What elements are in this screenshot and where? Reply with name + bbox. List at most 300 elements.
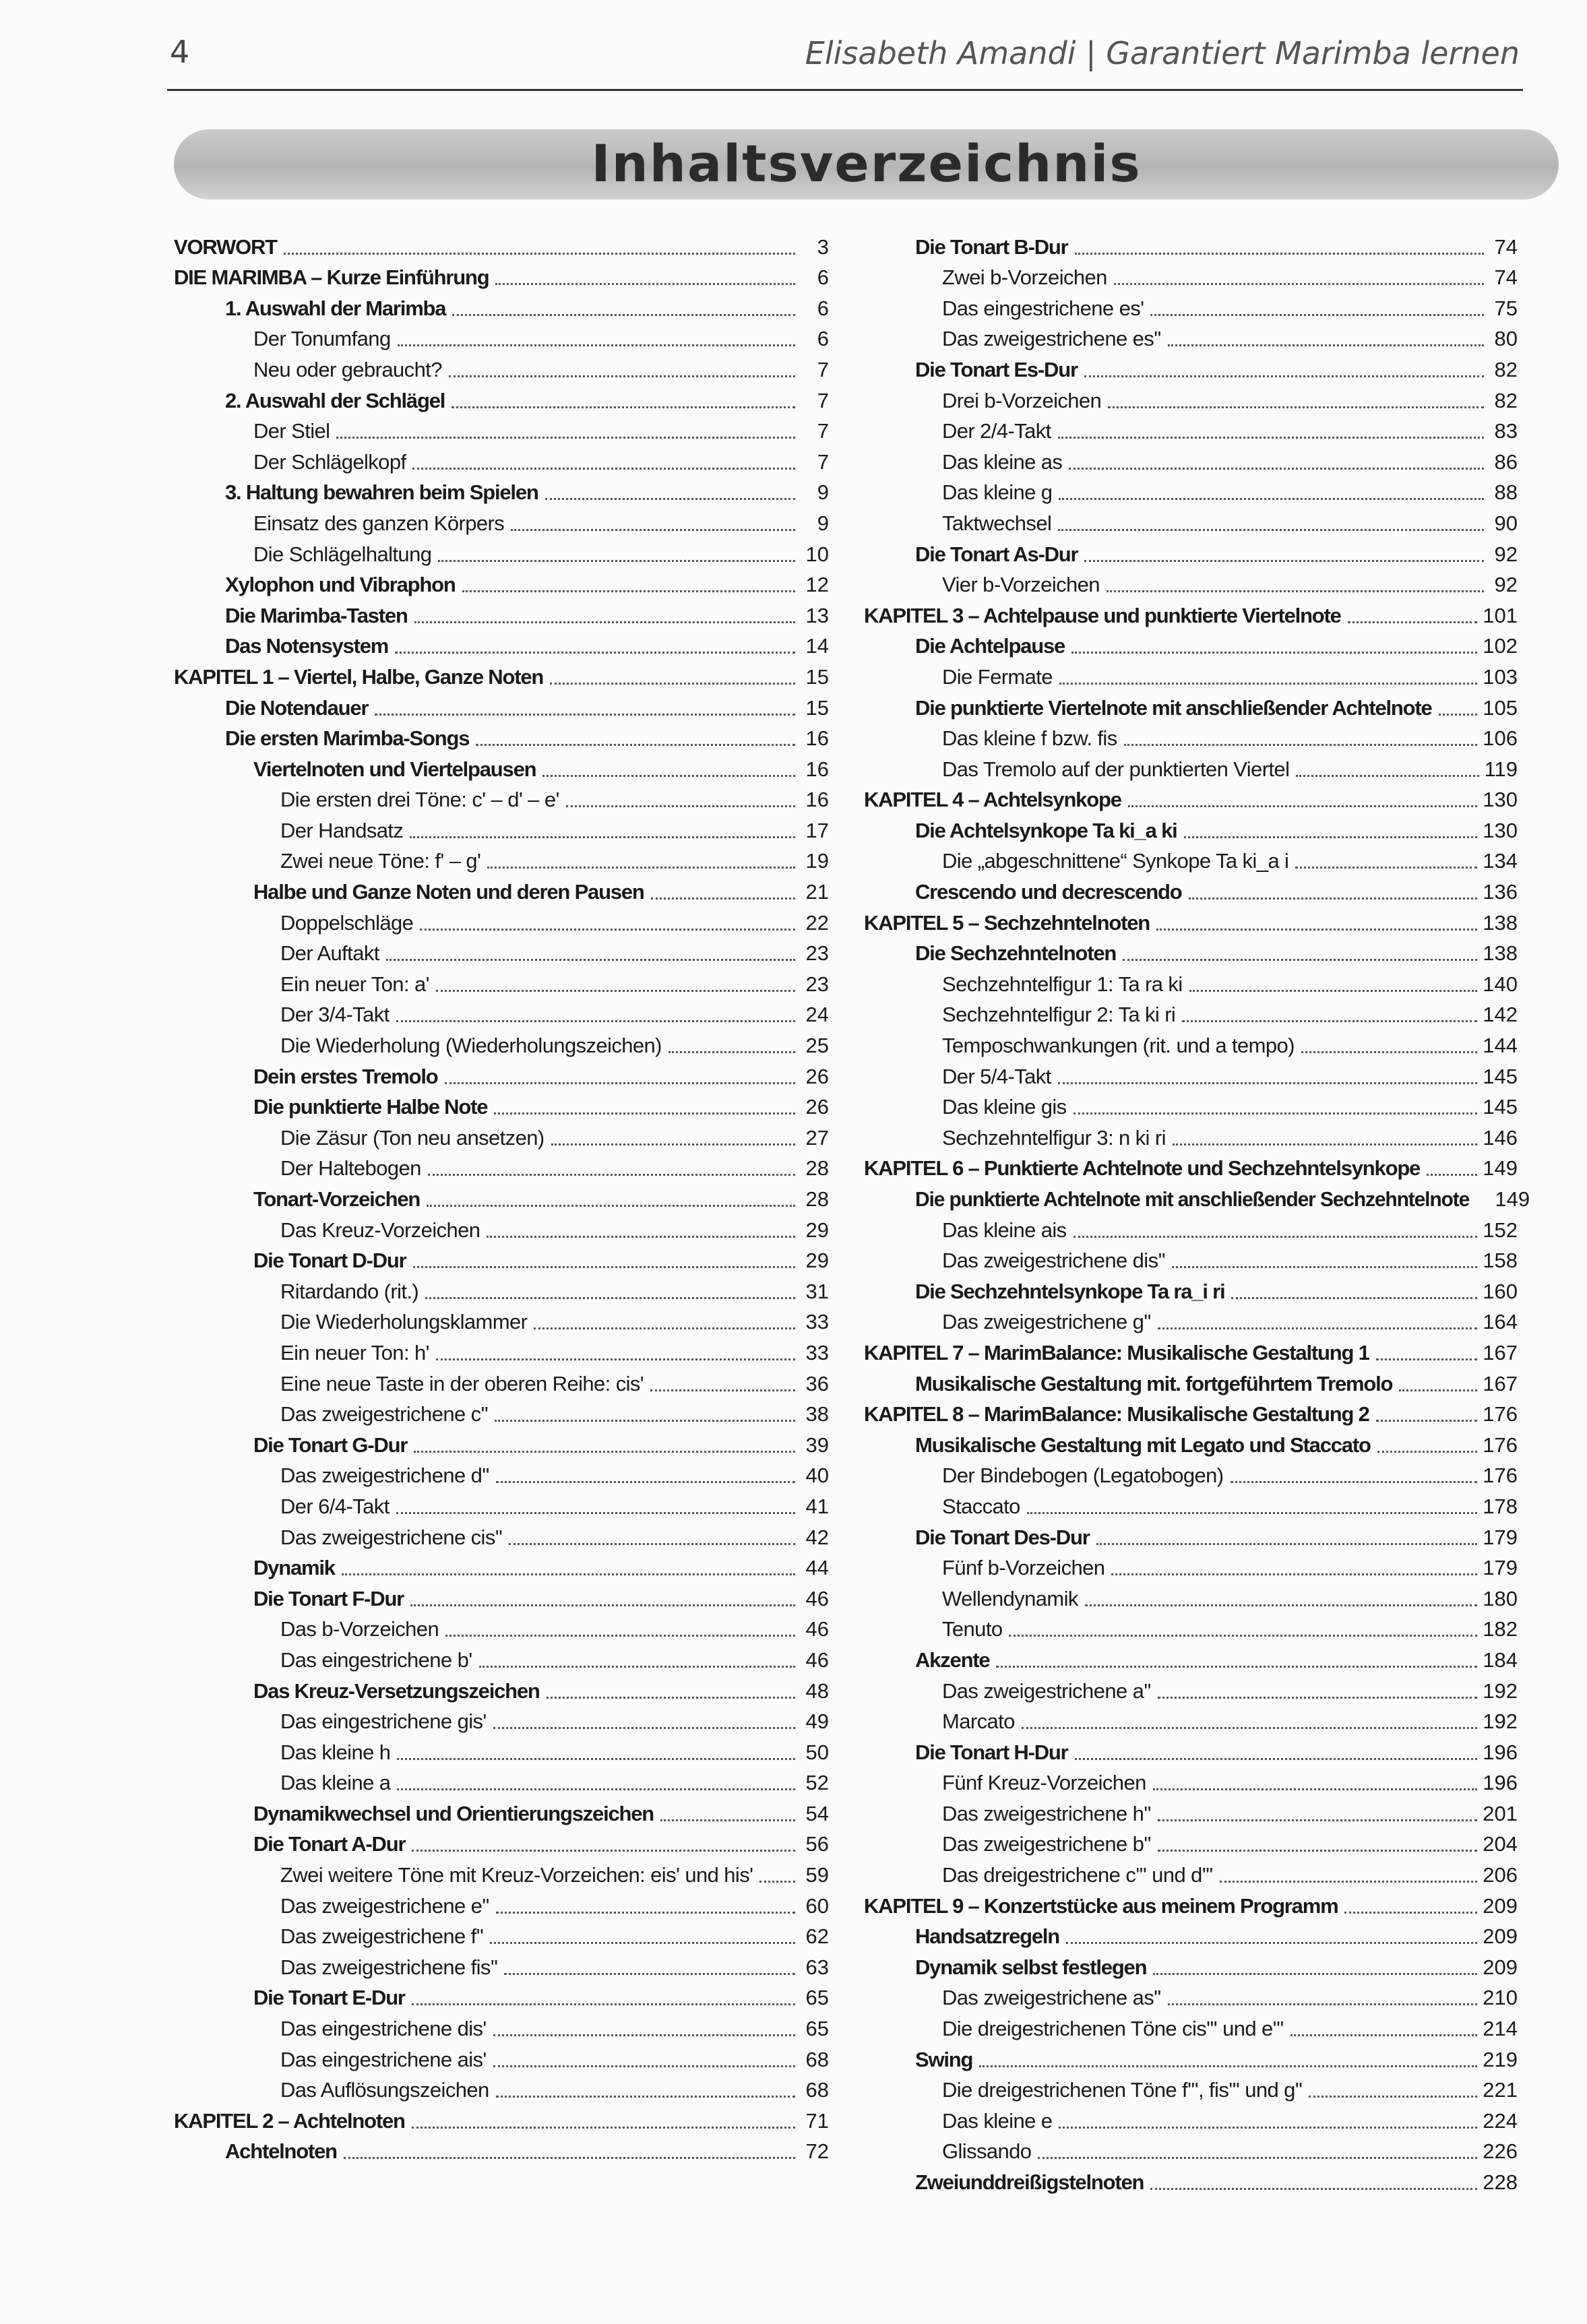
toc-right-column — [864, 229, 1530, 2195]
toc-entry — [174, 2073, 829, 2104]
toc-entry-title: Die Tonart G-Dur — [253, 1433, 408, 1457]
toc-entry — [174, 260, 829, 291]
toc-entry-page: 7 — [817, 388, 829, 412]
dot-leader — [545, 498, 795, 500]
dot-leader — [438, 560, 795, 562]
toc-entry — [864, 414, 1518, 445]
toc-entry — [864, 2134, 1518, 2165]
dot-leader — [487, 1236, 795, 1238]
dot-leader — [1150, 2188, 1477, 2190]
toc-entry-title: Sechzehntelfigur 3: n ki ri — [942, 1125, 1166, 1150]
dot-leader — [1058, 529, 1484, 531]
running-head: Elisabeth Amandi | Garantiert Marimba lernen — [805, 35, 1520, 71]
dot-leader — [493, 1727, 795, 1729]
toc-entry-page: 31 — [805, 1279, 829, 1303]
toc-entry — [174, 1274, 829, 1305]
toc-entry-title: Das eingestrichene b' — [280, 1647, 472, 1672]
toc-entry — [174, 475, 829, 506]
toc-entry-page: 182 — [1483, 1617, 1518, 1641]
dot-leader — [1022, 1727, 1477, 1729]
toc-entry — [864, 1212, 1518, 1243]
toc-entry — [864, 782, 1518, 813]
dot-leader — [476, 744, 795, 746]
dot-leader — [996, 1666, 1477, 1668]
toc-entry — [864, 1581, 1518, 1612]
toc-entry-title: 1. Auswahl der Marimba — [225, 296, 446, 320]
toc-entry-title: Das zweigestrichene e'' — [280, 1893, 489, 1918]
toc-entry-title: VORWORT — [174, 234, 277, 259]
toc-entry-page: 167 — [1483, 1340, 1518, 1364]
toc-entry — [174, 536, 829, 567]
toc-entry-page: 63 — [805, 1955, 829, 1979]
toc-entry — [864, 751, 1518, 782]
toc-entry-title: Doppelschläge — [280, 910, 414, 935]
toc-entry-page: 29 — [805, 1249, 829, 1273]
toc-entry-page: 7 — [817, 449, 829, 474]
toc-entry — [864, 598, 1518, 629]
toc-entry-title: DIE MARIMBA – Kurze Einführung — [174, 265, 489, 290]
toc-entry-page: 65 — [805, 1986, 829, 2010]
toc-entry-title: Dynamik — [253, 1556, 335, 1580]
dot-leader — [427, 1205, 795, 1207]
toc-entry — [174, 1120, 829, 1151]
dot-leader — [410, 1604, 795, 1606]
toc-entry-page: 17 — [805, 818, 829, 842]
toc-entry — [174, 905, 829, 936]
toc-entry-page: 6 — [817, 265, 829, 290]
toc-entry-page: 184 — [1483, 1647, 1518, 1672]
toc-entry-title: Die Wiederholung (Wiederholungszeichen) — [280, 1034, 662, 1058]
dot-leader — [495, 1420, 795, 1422]
toc-entry — [864, 444, 1518, 475]
dot-leader — [1085, 1604, 1477, 1606]
toc-entry — [174, 1488, 829, 1519]
toc-entry-page: 146 — [1483, 1125, 1518, 1150]
toc-entry — [864, 1827, 1518, 1858]
toc-entry-title: Ein neuer Ton: a' — [280, 972, 429, 996]
toc-entry-title: Die Tonart Des-Dur — [915, 1525, 1090, 1549]
toc-entry-page: 219 — [1483, 2047, 1518, 2071]
toc-entry — [864, 1704, 1518, 1735]
dot-leader — [651, 898, 795, 900]
toc-entry-page: 25 — [805, 1034, 829, 1058]
toc-entry-page: 68 — [805, 2047, 829, 2071]
toc-entry-page: 13 — [805, 603, 829, 627]
toc-entry — [864, 1427, 1518, 1458]
toc-entry-title: Zwei b-Vorzeichen — [942, 265, 1107, 290]
dot-leader — [1128, 805, 1478, 807]
toc-entry-title: 2. Auswahl der Schlägel — [225, 388, 445, 412]
toc-entry — [174, 1181, 829, 1212]
toc-entry-page: 158 — [1483, 1249, 1518, 1273]
toc-entry-title: Der Haltebogen — [280, 1156, 421, 1181]
toc-entry-page: 65 — [805, 2017, 829, 2041]
page-title: Inhaltsverzeichnis — [591, 133, 1142, 193]
toc-entry-page: 134 — [1483, 849, 1518, 873]
toc-entry-page: 15 — [805, 664, 829, 689]
toc-entry-page: 72 — [805, 2139, 829, 2164]
toc-entry-page: 74 — [1494, 234, 1518, 259]
toc-entry-page: 49 — [805, 1709, 829, 1734]
toc-entry — [864, 1305, 1518, 1336]
toc-entry-page: 167 — [1483, 1371, 1518, 1395]
toc-entry-page: 224 — [1483, 2108, 1518, 2133]
toc-left-column — [174, 229, 829, 2164]
toc-entry-page: 74 — [1494, 265, 1518, 290]
toc-entry-title: Das eingestrichene gis' — [280, 1709, 487, 1734]
dot-leader — [1150, 314, 1484, 316]
header-rule — [167, 89, 1523, 91]
dot-leader — [660, 1819, 795, 1821]
dot-leader — [344, 2157, 795, 2159]
toc-entry — [864, 1151, 1518, 1182]
dot-leader — [396, 1020, 795, 1022]
toc-entry — [864, 1857, 1518, 1888]
toc-entry — [864, 1888, 1518, 1919]
toc-entry-page: 10 — [805, 542, 829, 566]
toc-entry-title: Das dreigestrichene c''' und d''' — [942, 1863, 1213, 1887]
dot-leader — [397, 1758, 795, 1760]
toc-entry-title: Das eingestrichene dis' — [280, 2017, 487, 2041]
dot-leader — [1173, 1143, 1477, 1145]
toc-entry — [864, 505, 1518, 536]
toc-entry-title: Temposchwankungen (rit. und a tempo) — [942, 1034, 1295, 1058]
dot-leader — [445, 1082, 795, 1084]
toc-entry-title: Die Tonart B-Dur — [915, 234, 1068, 259]
toc-entry-page: 221 — [1483, 2078, 1518, 2102]
toc-entry-title: Marcato — [942, 1709, 1015, 1734]
toc-entry — [174, 598, 829, 629]
dot-leader — [1158, 1697, 1477, 1699]
toc-entry-title: Die Sechzehntelsynkope Ta ra_i ri — [915, 1279, 1225, 1303]
toc-entry-page: 142 — [1483, 1003, 1518, 1027]
toc-entry — [174, 721, 829, 752]
toc-entry-title: KAPITEL 7 – MarimBalance: Musikalische Gestaltung 1 — [864, 1340, 1369, 1364]
title-bar — [174, 129, 1559, 199]
toc-entry — [174, 1581, 829, 1612]
toc-entry-page: 15 — [805, 695, 829, 720]
toc-entry-title: Das eingestrichene es' — [942, 296, 1144, 320]
toc-entry-page: 130 — [1483, 818, 1518, 842]
toc-entry-page: 33 — [805, 1340, 829, 1364]
dot-leader — [452, 314, 795, 316]
dot-leader — [1376, 1420, 1478, 1422]
toc-entry-title: Fünf Kreuz-Vorzeichen — [942, 1771, 1146, 1795]
toc-entry — [864, 629, 1518, 660]
toc-entry-page: 101 — [1483, 603, 1518, 627]
toc-entry-page: 80 — [1494, 327, 1518, 351]
dot-leader — [410, 836, 795, 838]
toc-entry-title: Die Tonart F-Dur — [253, 1586, 404, 1610]
toc-entry — [864, 1488, 1518, 1519]
dot-leader — [412, 2127, 795, 2129]
dot-leader — [1301, 1051, 1477, 1053]
dot-leader — [420, 929, 795, 931]
toc-entry — [174, 383, 829, 414]
toc-entry-title: Das zweigestrichene es'' — [942, 327, 1161, 351]
dot-leader — [1156, 929, 1477, 931]
toc-entry-page: 164 — [1483, 1310, 1518, 1334]
toc-entry — [864, 690, 1518, 721]
dot-leader — [436, 990, 795, 992]
dot-leader — [479, 1666, 795, 1668]
dot-leader — [509, 1543, 795, 1545]
dot-leader — [414, 621, 795, 623]
dot-leader — [1295, 867, 1477, 869]
toc-entry — [174, 352, 829, 383]
toc-entry-title: Handsatzregeln — [915, 1924, 1060, 1949]
toc-entry-title: Das zweigestrichene dis'' — [942, 1249, 1166, 1273]
dot-leader — [1084, 375, 1484, 377]
toc-entry-page: 14 — [805, 634, 829, 658]
toc-entry-title: Der 3/4-Takt — [280, 1003, 390, 1027]
toc-entry-title: Achtelnoten — [225, 2139, 337, 2164]
toc-entry-page: 180 — [1483, 1586, 1518, 1610]
toc-entry-page: 160 — [1483, 1279, 1518, 1303]
toc-entry — [864, 1397, 1518, 1428]
toc-entry-page: 179 — [1483, 1556, 1518, 1580]
toc-entry — [174, 1827, 829, 1858]
toc-entry — [174, 997, 829, 1028]
toc-entry-title: Das zweigestrichene a'' — [942, 1678, 1151, 1703]
toc-entry — [174, 1642, 829, 1673]
toc-entry — [864, 1550, 1518, 1581]
toc-entry-title: Das zweigestrichene b'' — [942, 1832, 1151, 1856]
toc-entry-page: 28 — [805, 1187, 829, 1211]
toc-entry-title: Sechzehntelfigur 1: Ta ra ki — [942, 972, 1183, 996]
toc-entry — [864, 1980, 1518, 2011]
dot-leader — [1066, 1942, 1477, 1944]
toc-entry-title: Die Tonart As-Dur — [915, 542, 1078, 566]
toc-entry — [174, 936, 829, 967]
toc-entry — [864, 2042, 1518, 2073]
toc-entry-page: 106 — [1483, 726, 1518, 751]
toc-entry-title: Swing — [915, 2047, 973, 2071]
dot-leader — [496, 1481, 795, 1483]
dot-leader — [425, 1297, 795, 1299]
toc-entry-title: Die Tonart H-Dur — [915, 1740, 1068, 1764]
toc-entry-page: 44 — [805, 1556, 829, 1580]
toc-entry-page: 40 — [805, 1464, 829, 1488]
toc-entry-page: 196 — [1483, 1740, 1518, 1764]
toc-entry — [174, 1059, 829, 1090]
toc-entry — [864, 229, 1518, 260]
dot-leader — [1069, 468, 1484, 470]
toc-entry-title: Das eingestrichene ais' — [280, 2047, 487, 2071]
toc-entry — [864, 1366, 1518, 1397]
dot-leader — [490, 1942, 795, 1944]
toc-entry — [864, 1796, 1518, 1827]
toc-entry — [864, 1919, 1518, 1950]
dot-leader — [1073, 1236, 1478, 1238]
toc-entry-page: 204 — [1483, 1832, 1518, 1856]
toc-entry — [864, 1335, 1518, 1366]
toc-entry-page: 38 — [805, 1402, 829, 1426]
toc-entry-title: Die dreigestrichenen Töne f''', fis''' und g'' — [942, 2078, 1303, 2102]
toc-entry-title: Das Kreuz-Versetzungszeichen — [253, 1678, 540, 1703]
toc-entry-page: 16 — [805, 726, 829, 751]
toc-entry-title: Die Fermate — [942, 664, 1053, 689]
dot-leader — [1058, 1082, 1478, 1084]
toc-entry-page: 24 — [805, 1003, 829, 1027]
toc-entry — [174, 966, 829, 997]
toc-entry-title: Der Stiel — [253, 419, 330, 443]
toc-entry-page: 26 — [805, 1095, 829, 1119]
toc-entry — [174, 1734, 829, 1765]
toc-entry-page: 75 — [1494, 296, 1518, 320]
dot-leader — [547, 1697, 795, 1699]
dot-leader — [1309, 2096, 1477, 2098]
toc-entry-page: 144 — [1483, 1034, 1518, 1058]
dot-leader — [494, 1112, 795, 1114]
toc-entry — [864, 2011, 1518, 2042]
toc-entry-page: 82 — [1494, 388, 1518, 412]
toc-entry-page: 92 — [1494, 542, 1518, 566]
toc-entry-title: Das zweigestrichene as'' — [942, 1986, 1161, 2010]
toc-entry — [174, 1028, 829, 1059]
toc-entry-page: 27 — [805, 1125, 829, 1150]
toc-entry-title: Einsatz des ganzen Körpers — [253, 511, 505, 535]
toc-entry-title: Sechzehntelfigur 2: Ta ki ri — [942, 1003, 1176, 1027]
toc-entry-page: 48 — [805, 1678, 829, 1703]
toc-entry — [174, 844, 829, 875]
toc-entry — [174, 1673, 829, 1704]
toc-entry — [174, 1243, 829, 1274]
toc-entry-page: 6 — [817, 327, 829, 351]
toc-entry — [864, 475, 1518, 506]
dot-leader — [1189, 990, 1478, 992]
toc-entry-title: Die Schlägelhaltung — [253, 542, 432, 566]
toc-entry-title: Das kleine ais — [942, 1218, 1067, 1242]
toc-entry-page: 152 — [1483, 1218, 1518, 1242]
dot-leader — [1027, 1512, 1477, 1514]
toc-entry — [174, 1397, 829, 1428]
toc-entry-page: 105 — [1483, 695, 1518, 720]
dot-leader — [1059, 2127, 1477, 2129]
toc-entry — [174, 1458, 829, 1489]
toc-entry-title: Der 6/4-Takt — [280, 1494, 390, 1518]
toc-entry-page: 7 — [817, 419, 829, 443]
toc-entry — [864, 721, 1518, 752]
toc-entry-title: Zwei weitere Töne mit Kreuz-Vorzeichen: eis' und his' — [280, 1863, 753, 1887]
dot-leader — [550, 683, 795, 685]
toc-entry-title: Das kleine gis — [942, 1095, 1067, 1119]
toc-entry-title: Die punktierte Achtelnote mit anschließender Sechzehntelnote — [915, 1187, 1470, 1211]
toc-entry-page: 16 — [805, 757, 829, 781]
toc-entry-page: 103 — [1483, 664, 1518, 689]
toc-entry-title: Staccato — [942, 1494, 1020, 1518]
toc-entry-page: 54 — [805, 1801, 829, 1825]
toc-entry-page: 176 — [1483, 1464, 1518, 1488]
toc-entry-page: 178 — [1483, 1494, 1518, 1518]
dot-leader — [1096, 1543, 1478, 1545]
dot-leader — [534, 1327, 795, 1329]
toc-entry-page: 192 — [1483, 1678, 1518, 1703]
toc-entry-page: 206 — [1483, 1863, 1518, 1887]
dot-leader — [1399, 1389, 1477, 1391]
toc-entry-page: 42 — [805, 1525, 829, 1549]
toc-entry — [174, 1335, 829, 1366]
toc-entry-title: Die punktierte Halbe Note — [253, 1095, 488, 1119]
toc-entry — [864, 1765, 1518, 1796]
dot-leader — [452, 406, 795, 408]
toc-entry-page: 12 — [805, 573, 829, 597]
toc-entry-title: Die Tonart Es-Dur — [915, 357, 1078, 381]
toc-entry-page: 176 — [1483, 1402, 1518, 1426]
dot-leader — [398, 344, 795, 346]
toc-entry — [174, 414, 829, 445]
dot-leader — [428, 1174, 795, 1176]
toc-entry — [864, 536, 1518, 567]
toc-entry — [864, 1028, 1518, 1059]
dot-leader — [1073, 1112, 1478, 1114]
toc-entry-page: 29 — [805, 1218, 829, 1242]
toc-entry — [174, 290, 829, 321]
dot-leader — [511, 529, 795, 531]
toc-entry-page: 46 — [805, 1586, 829, 1610]
toc-entry — [174, 751, 829, 782]
toc-entry — [174, 629, 829, 660]
toc-entry-title: Eine neue Taste in der oberen Reihe: cis' — [280, 1371, 644, 1395]
dot-leader — [1290, 2034, 1478, 2036]
toc-entry-page: 226 — [1483, 2139, 1518, 2164]
toc-entry — [864, 290, 1518, 321]
toc-entry-page: 21 — [805, 880, 829, 904]
toc-entry-page: 59 — [805, 1863, 829, 1887]
toc-entry-page: 138 — [1483, 941, 1518, 966]
toc-entry — [864, 1059, 1518, 1090]
toc-entry-page: 130 — [1483, 788, 1518, 812]
toc-entry-page: 39 — [805, 1433, 829, 1457]
toc-entry-title: Akzente — [915, 1647, 990, 1672]
toc-entry-title: Das zweigestrichene d'' — [280, 1464, 489, 1488]
toc-entry — [174, 505, 829, 536]
dot-leader — [412, 468, 795, 470]
toc-entry-title: Dynamik selbst festlegen — [915, 1955, 1147, 1979]
dot-leader — [551, 1143, 795, 1145]
toc-entry — [864, 1274, 1518, 1305]
dot-leader — [1124, 744, 1478, 746]
toc-entry — [174, 1305, 829, 1336]
dot-leader — [1158, 1327, 1477, 1329]
toc-entry-title: Das zweigestrichene h'' — [942, 1801, 1151, 1825]
toc-entry-title: KAPITEL 8 – MarimBalance: Musikalische Gestaltung 2 — [864, 1402, 1369, 1426]
toc-entry-title: Die Achtelsynkope Ta ki_a ki — [915, 818, 1177, 842]
dot-leader — [1075, 1758, 1478, 1760]
dot-leader — [1153, 1788, 1478, 1790]
toc-entry — [174, 1704, 829, 1735]
dot-leader — [1182, 1020, 1477, 1022]
dot-leader — [375, 714, 795, 716]
toc-entry-title: Die Achtelpause — [915, 634, 1065, 658]
toc-entry-title: KAPITEL 5 – Sechzehntelnoten — [864, 910, 1150, 935]
toc-entry-page: 119 — [1484, 757, 1518, 781]
toc-entry-page: 60 — [805, 1893, 829, 1918]
toc-entry — [864, 844, 1518, 875]
toc-entry — [174, 1151, 829, 1182]
toc-entry-title: Der 5/4-Takt — [942, 1064, 1051, 1088]
toc-entry-page: 62 — [805, 1924, 829, 1949]
toc-entry-title: Drei b-Vorzeichen — [942, 388, 1102, 412]
dot-leader — [412, 1850, 795, 1852]
toc-entry — [864, 813, 1518, 844]
dot-leader — [336, 437, 795, 439]
toc-entry — [864, 1642, 1518, 1673]
toc-entry-title: Der Bindebogen (Legatobogen) — [942, 1464, 1224, 1488]
toc-entry-title: Xylophon und Vibraphon — [225, 573, 456, 597]
toc-entry-page: 145 — [1483, 1095, 1518, 1119]
toc-entry-page: 41 — [805, 1494, 829, 1518]
